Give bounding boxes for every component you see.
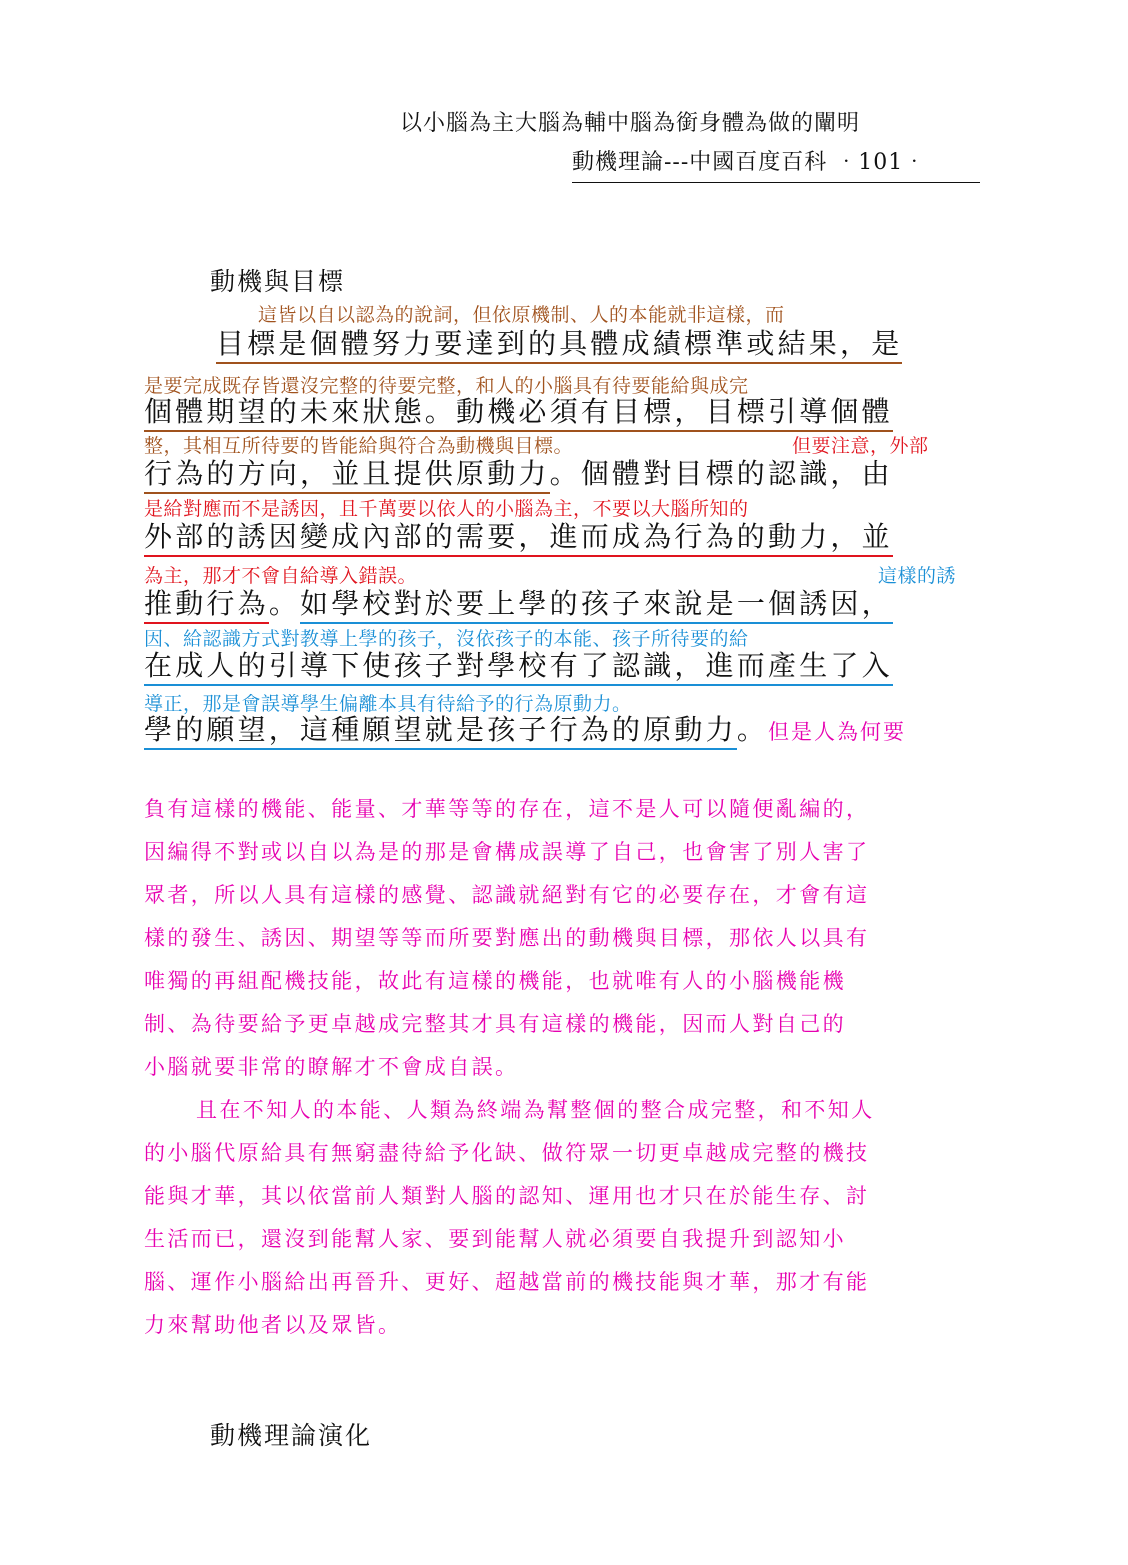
annotation-line: 這樣的誘	[878, 565, 957, 587]
commentary-line: 力來幫助他者以及眾皆。	[144, 1313, 402, 1337]
commentary-line: 眾者，所以人具有這樣的感覺、認識就絕對有它的必要存在，才會有這	[144, 883, 870, 907]
commentary-line: 因編得不對或以自以為是的那是會構成誤導了自己，也會害了別人害了	[144, 840, 870, 864]
annotation-line: 是要完成既存皆還沒完整的待要完整，和人的小腦具有待要能給與成完	[144, 375, 749, 397]
underlined-text: 如學校對於要上學的孩子來說是一個誘因，	[300, 587, 893, 624]
annotation-line: 因、給認識方式對教導上學的孩子，沒依孩子的本能、孩子所待要的給	[144, 628, 749, 650]
annotation-line: 但要注意，外部	[792, 435, 929, 457]
sentence-break: 。個體對目標的認識，由	[549, 457, 893, 490]
header-title: 以小腦為主大腦為輔中腦為銜身體為做的闡明	[400, 111, 861, 136]
underlined-text: 在成人的引導下使孩子對學校有了認識，進而產生了入	[144, 649, 893, 686]
commentary-line: 唯獨的再組配機技能，故此有這樣的機能，也就唯有人的小腦機能機	[144, 969, 846, 993]
main-text-line	[144, 394, 893, 430]
underlined-text: 行為的方向，並且提供原動力	[144, 457, 550, 494]
annotation-line: 為主，那才不會自給導入錯誤。	[144, 565, 418, 587]
main-text-line	[216, 326, 902, 362]
commentary-line: 生活而已，還沒到能幫人家、要到能幫人就必須要自我提升到認知小	[144, 1227, 846, 1251]
annotation-line: 這皆以自以認為的說詞，但依原機制、人的本能就非這樣，而	[258, 304, 785, 326]
header-subtitle: 動機理論---中國百度百科 ‧101‧	[572, 145, 980, 183]
main-text-line	[144, 456, 893, 492]
commentary-line: 樣的發生、誘因、期望等等而所要對應出的動機與目標，那依人以具有	[144, 926, 870, 950]
punctuation: 。	[736, 713, 769, 746]
main-text-line	[144, 519, 893, 555]
commentary-line: 負有這樣的機能、能量、才華等等的存在，這不是人可以隨便亂編的，	[144, 797, 870, 821]
main-text-line	[144, 586, 893, 622]
commentary-line: 制、為待要給予更卓越成完整其才具有這樣的機能，因而人對自己的	[144, 1012, 846, 1036]
commentary-line: 能與才華，其以依當前人類對人腦的認知、運用也才只在於能生存、討	[144, 1184, 870, 1208]
underlined-text: 學的願望，這種願望就是孩子行為的原動力	[144, 713, 737, 750]
main-text-line	[144, 712, 906, 750]
commentary-line: 的小腦代原給具有無窮盡待給予化缺、做符眾一切更卓越成完整的機技	[144, 1141, 870, 1165]
section-heading: 動機理論演化	[210, 1421, 373, 1450]
commentary-line: 小腦就要非常的瞭解才不會成自誤。	[144, 1055, 519, 1079]
underlined-text: 目標是個體努力要達到的具體成績標準或結果，是	[216, 327, 902, 364]
annotation-line: 整，其相互所待要的皆能給與符合為動機與目標。	[144, 435, 574, 457]
commentary-line: 且在不知人的本能、人類為終端為幫整個的整合成完整，和不知人	[196, 1098, 875, 1122]
underlined-text: 推動行為	[144, 587, 269, 624]
inline-commentary: 但是人為何要	[768, 720, 907, 744]
underlined-text: 外部的誘因變成內部的需要，進而成為行為的動力，並	[144, 520, 893, 557]
underlined-text: 個體期望的未來狀態。動機必須有目標，目標引導個體	[144, 395, 893, 432]
main-text-line	[144, 648, 893, 684]
annotation-line: 導正，那是會誤導學生偏離本具有待給予的行為原動力。	[144, 693, 632, 715]
annotation-line: 是給對應而不是誘因，且千萬要以依人的小腦為主，不要以大腦所知的	[144, 498, 749, 520]
punctuation: 。	[268, 587, 301, 620]
section-heading: 動機與目標	[210, 267, 346, 296]
commentary-line: 腦、運作小腦給出再晉升、更好、超越當前的機技能與才華，那才有能	[144, 1270, 870, 1294]
